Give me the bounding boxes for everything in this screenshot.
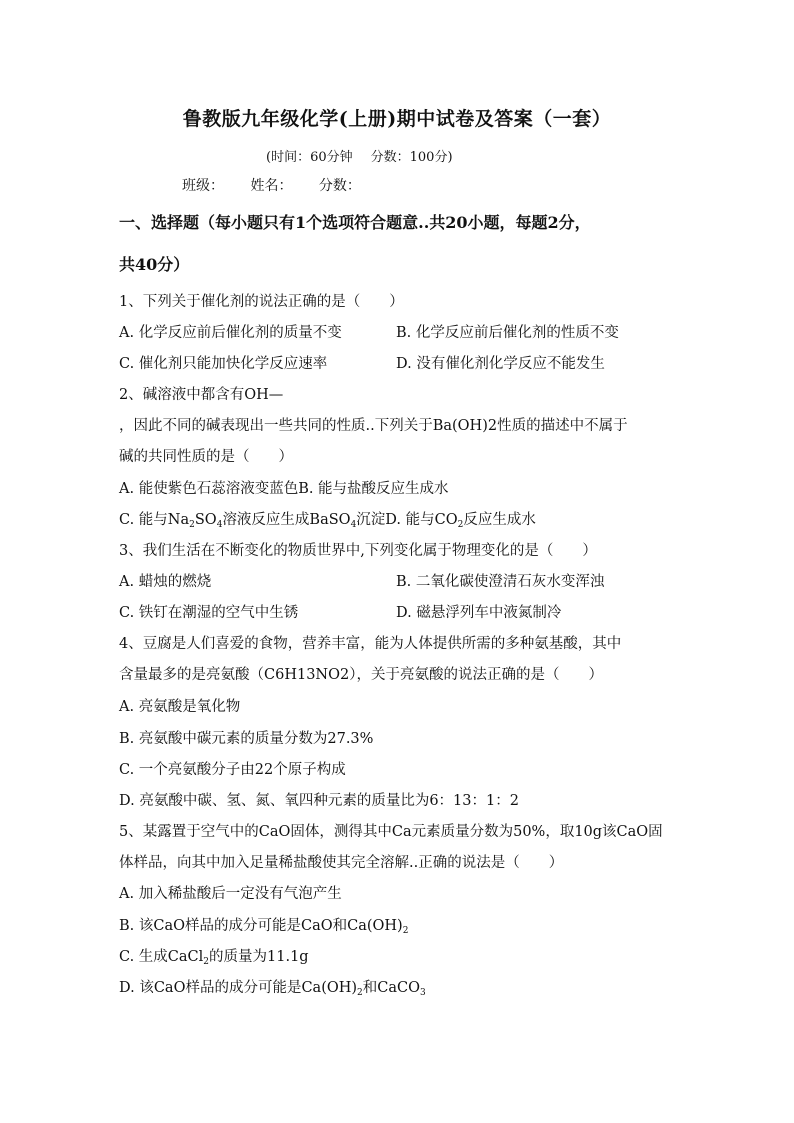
q2c-text-1: C. 能与Na	[119, 512, 190, 528]
question-2-stem: 2、碱溶液中都含有OH—	[119, 387, 284, 403]
question-2-option-ab: A. 能使紫色石蕊溶液变蓝色B. 能与盐酸反应生成水	[119, 481, 449, 497]
question-4-stem-cont: 含量最多的是亮氨酸（C6H13NO2），关于亮氨酸的说法正确的是（ ）	[119, 667, 603, 683]
question-1-option-d: D. 没有催化剂化学反应不能发生	[396, 356, 605, 372]
question-3-option-d: D. 磁悬浮列车中液氮制冷	[396, 605, 562, 621]
q2c-text-3: 溶液反应生成BaSO	[222, 512, 351, 528]
question-5-option-d	[119, 976, 426, 998]
question-4-option-b: B. 亮氨酸中碳元素的质量分数为27.3%	[119, 731, 374, 747]
q2c-text-4: 沉淀D. 能与CO	[356, 512, 458, 528]
question-4-option-d: D. 亮氨酸中碳、氢、氮、氧四种元素的质量比为6：13：1：2	[119, 793, 519, 809]
q5c-text-2: 的质量为11.1g	[209, 949, 309, 965]
section-heading: 一、选择题（每小题只有1个选项符合题意..共20小题，每题2分，	[119, 213, 591, 232]
question-3-option-b: B. 二氧化碳使澄清石灰水变浑浊	[396, 574, 605, 590]
question-1-stem: 1、下列关于催化剂的说法正确的是（ ）	[119, 294, 404, 310]
question-1-option-c: C. 催化剂只能加快化学反应速率	[119, 356, 328, 372]
question-3-option-a: A. 蜡烛的燃烧	[119, 574, 212, 590]
name-label: 姓名：	[250, 178, 293, 194]
question-5-option-b	[119, 914, 408, 936]
q5b-text: B. 该CaO样品的成分可能是CaO和Ca(OH)	[119, 918, 403, 934]
q2c-sub-4: 2	[457, 520, 464, 530]
total-score: 分数：100分)	[370, 150, 453, 165]
question-5-stem: 5、某露置于空气中的CaO固体，测得其中Ca元素质量分数为50%，取10g该CaO固	[119, 824, 663, 840]
q5d-sub-2: 3	[420, 988, 426, 998]
question-5-stem-cont: 体样品，向其中加入足量稀盐酸使其完全溶解..正确的说法是（ ）	[119, 855, 564, 871]
q5d-sub-1: 2	[357, 988, 363, 998]
score-label: 分数：	[318, 178, 361, 194]
q5c-text-1: C. 生成CaCl	[119, 949, 204, 965]
question-2-option-cd	[119, 508, 536, 530]
q2c-text-2: SO	[194, 512, 217, 528]
q2c-sub-3: 4	[350, 520, 357, 530]
q5c-sub: 2	[203, 957, 210, 967]
q5d-text-1: D. 该CaO样品的成分可能是Ca(OH)	[119, 980, 358, 996]
question-4-stem: 4、豆腐是人们喜爱的食物，营养丰富，能为人体提供所需的多种氨基酸，其中	[119, 636, 622, 652]
class-label: 班级：	[182, 178, 224, 194]
question-2-stem-end: 碱的共同性质的是（ ）	[119, 449, 293, 465]
q5d-text-2: 和CaCO	[362, 980, 421, 996]
student-info	[182, 175, 383, 195]
question-5-option-a: A. 加入稀盐酸后一定没有气泡产生	[119, 886, 342, 902]
question-1-option-b: B. 化学反应前后催化剂的性质不变	[396, 325, 619, 341]
q2c-sub-1: 2	[189, 520, 195, 530]
question-1-option-a: A. 化学反应前后催化剂的质量不变	[119, 325, 342, 341]
section-heading-cont: 共40分）	[119, 255, 190, 274]
question-4-option-a: A. 亮氨酸是氧化物	[119, 699, 241, 715]
q2c-text-5: 反应生成水	[463, 512, 536, 528]
q5b-sub: 2	[402, 926, 409, 936]
page-title: 鲁教版九年级化学(上册)期中试卷及答案（一套）	[182, 108, 612, 130]
q2c-sub-2: 4	[216, 520, 223, 530]
question-4-option-c: C. 一个亮氨酸分子由22个原子构成	[119, 762, 346, 778]
question-2-stem-cont: ，因此不同的碱表现出一些共同的性质..下列关于Ba(OH)2性质的描述中不属于	[119, 418, 628, 434]
exam-meta	[266, 146, 471, 165]
question-3-stem: 3、我们生活在不断变化的物质世界中,下列变化属于物理变化的是（ ）	[119, 543, 597, 559]
question-3-option-c: C. 铁钉在潮湿的空气中生锈	[119, 605, 299, 621]
time-limit: (时间：60分钟	[266, 150, 353, 165]
question-5-option-c	[119, 945, 309, 967]
